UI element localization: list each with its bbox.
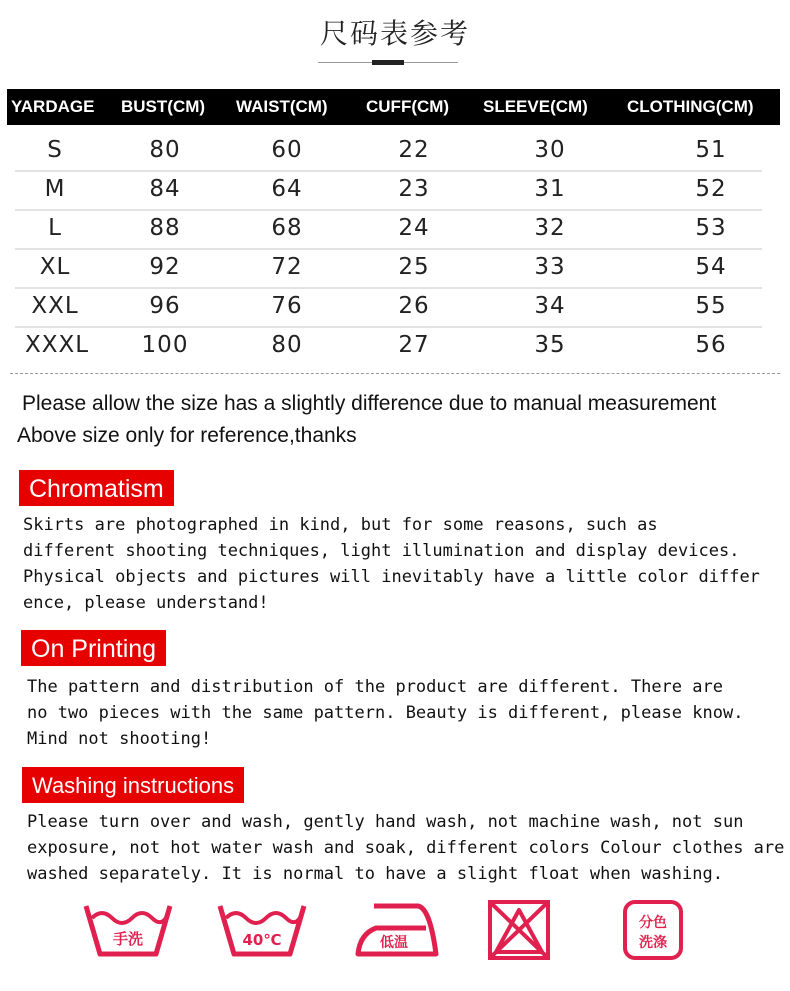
cell-clothing: 51: [695, 137, 727, 163]
cell-bust: 100: [141, 332, 189, 358]
cell-waist: 64: [271, 176, 303, 202]
table-row: [15, 209, 762, 250]
cell-sleeve: 35: [534, 332, 566, 358]
cell-bust: 96: [149, 293, 181, 319]
no-bleach-icon: [480, 898, 576, 962]
table-row: [15, 326, 762, 365]
table-row: [15, 248, 762, 289]
header-bust: BUST(CM): [121, 97, 206, 116]
washing-instructions-label: Washing instructions: [22, 767, 244, 803]
cell-clothing: 56: [695, 332, 727, 358]
page-title: 尺码表参考: [319, 17, 470, 50]
cell-cuff: 26: [398, 293, 430, 319]
header-waist: WAIST(CM): [236, 97, 328, 116]
cell-clothing: 54: [695, 254, 727, 280]
cell-waist: 72: [271, 254, 303, 280]
wash-40c-icon: [214, 898, 310, 962]
cell-yardage: XXL: [31, 293, 79, 319]
cell-sleeve: 30: [534, 137, 566, 163]
washing-instructions-text: Please turn over and wash, gently hand wash, not machine wash, not sun exposure, not hot water wash and soak, different colors Colour clothes are washed separately. It is normal to have a slight float when washing.: [27, 812, 785, 884]
section-divider: [10, 373, 780, 374]
svg-text:分色: 分色: [639, 915, 667, 931]
cell-bust: 80: [149, 137, 181, 163]
chromatism-text: Skirts are photographed in kind, but for some reasons, such as different shooting techniques, light illumination and display devices. Physical objects and pictures will inevitably have a little color differ ence, please understand!: [23, 515, 760, 613]
cell-bust: 92: [149, 254, 181, 280]
cell-waist: 68: [271, 215, 303, 241]
on-printing-label: On Printing: [21, 630, 166, 666]
chromatism-label: Chromatism: [19, 470, 174, 506]
low-iron-icon: [352, 898, 448, 962]
cell-bust: 84: [149, 176, 181, 202]
cell-cuff: 24: [398, 215, 430, 241]
reference-note: Above size only for reference,thanks: [17, 424, 357, 447]
svg-text:低温: 低温: [380, 935, 408, 951]
table-row: [15, 131, 762, 172]
header-sleeve: SLEEVE(CM): [483, 97, 588, 116]
svg-text:手洗: 手洗: [112, 930, 144, 948]
table-row: [15, 170, 762, 211]
cell-cuff: 23: [398, 176, 430, 202]
header-cuff: CUFF(CM): [366, 97, 450, 116]
cell-waist: 76: [271, 293, 303, 319]
cell-waist: 60: [271, 137, 303, 163]
cell-waist: 80: [271, 332, 303, 358]
measurement-note: Please allow the size has a slightly difference due to manual measurement: [22, 392, 717, 415]
cell-sleeve: 32: [534, 215, 566, 241]
cell-yardage: XXXL: [24, 332, 90, 358]
table-row: [15, 287, 762, 328]
cell-sleeve: 31: [534, 176, 566, 202]
cell-cuff: 27: [398, 332, 430, 358]
cell-yardage: M: [44, 176, 66, 202]
header-yardage: YARDAGE: [11, 97, 95, 116]
cell-clothing: 52: [695, 176, 727, 202]
size-table-header: [7, 89, 780, 125]
cell-cuff: 25: [398, 254, 430, 280]
cell-yardage: XL: [39, 254, 71, 280]
wash-separately-icon: [615, 898, 711, 962]
cell-clothing: 55: [695, 293, 727, 319]
cell-sleeve: 34: [534, 293, 566, 319]
cell-bust: 88: [149, 215, 181, 241]
title-divider-mark: [372, 60, 404, 65]
on-printing-text: The pattern and distribution of the product are different. There are no two pieces with the same pattern. Beauty is different, please know. Mind not shooting!: [27, 677, 744, 749]
cell-clothing: 53: [695, 215, 727, 241]
header-clothing: CLOTHING(CM): [627, 97, 754, 116]
cell-cuff: 22: [398, 137, 430, 163]
cell-yardage: L: [48, 215, 62, 241]
cell-sleeve: 33: [534, 254, 566, 280]
hand-wash-icon: [80, 898, 176, 962]
svg-text:洗涤: 洗涤: [639, 935, 667, 951]
svg-text:40℃: 40℃: [242, 931, 282, 949]
cell-yardage: S: [47, 137, 63, 163]
